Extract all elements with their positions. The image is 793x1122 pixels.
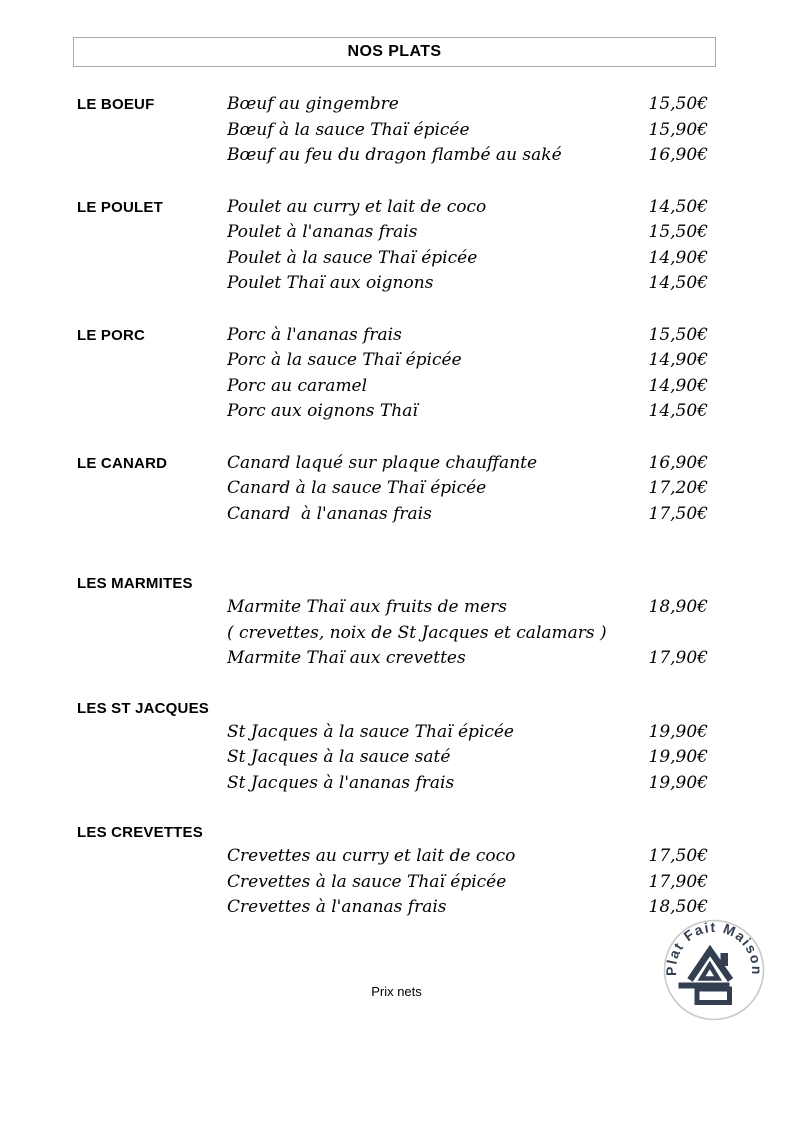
- menu-section: [77, 451, 708, 528]
- house-pan-icon: [663, 919, 765, 1021]
- dish-price: 17,20€: [648, 478, 708, 498]
- section-heading: LES CREVETTES: [77, 824, 203, 841]
- dish-name: Porc à la sauce Thaï épicée: [227, 350, 462, 370]
- menu-row: [77, 143, 708, 169]
- menu-row: [77, 745, 708, 771]
- section-heading: LES MARMITES: [77, 575, 193, 592]
- menu-row: [77, 895, 708, 921]
- menu-sections: [77, 66, 708, 921]
- plat-fait-maison-logo: [663, 919, 765, 1021]
- menu-section: [77, 195, 708, 297]
- section-heading: LE BOEUF: [77, 96, 155, 113]
- dish-name: St Jacques à la sauce saté: [227, 747, 451, 767]
- menu-row: [77, 323, 708, 349]
- dish-price: 17,90€: [648, 648, 708, 668]
- dish-price: 17,50€: [648, 846, 708, 866]
- dish-price: 18,50€: [648, 897, 708, 917]
- dish-name: ( crevettes, noix de St Jacques et calamars ): [227, 622, 607, 643]
- dish-price: 15,90€: [648, 119, 708, 140]
- dish-name: Poulet à la sauce Thaï épicée: [227, 247, 478, 268]
- menu-row: [77, 374, 708, 400]
- menu-row: [77, 870, 708, 896]
- dish-name: Bœuf au gingembre: [227, 94, 399, 114]
- dish-price: 19,90€: [648, 721, 708, 742]
- dish-name: Porc au caramel: [227, 375, 368, 396]
- menu-row: [77, 476, 708, 502]
- dish-price: 14,50€: [648, 401, 708, 421]
- dish-price: 14,50€: [648, 273, 708, 293]
- dish-price: 19,90€: [648, 772, 708, 793]
- menu-row: [77, 502, 708, 528]
- dish-price: 18,90€: [648, 597, 708, 617]
- dish-price: 16,90€: [648, 145, 708, 165]
- menu-section: [77, 822, 708, 921]
- dish-name: Canard laqué sur plaque chauffante: [227, 452, 538, 473]
- dish-name: Crevettes à la sauce Thaï épicée: [227, 871, 507, 892]
- dish-price: 17,50€: [648, 503, 708, 524]
- dish-name: Porc aux oignons Thaï: [227, 401, 418, 421]
- dish-name: Canard à l'ananas frais: [227, 503, 432, 524]
- menu-section: [77, 573, 708, 672]
- menu-row: [77, 220, 708, 246]
- section-heading: LE CANARD: [77, 454, 168, 472]
- menu-title-box: [73, 37, 716, 67]
- menu-row: [77, 771, 708, 797]
- menu-row: [77, 399, 708, 425]
- dish-name: Poulet Thaï aux oignons: [227, 273, 434, 293]
- dish-price: 17,90€: [648, 871, 708, 892]
- menu-row: [77, 92, 708, 118]
- menu-row: [77, 451, 708, 477]
- dish-price: 16,90€: [648, 452, 708, 473]
- menu-section: [77, 92, 708, 169]
- menu-row: [77, 271, 708, 297]
- menu-row: [77, 844, 708, 870]
- dish-name: Crevettes au curry et lait de coco: [227, 846, 516, 866]
- menu-row: [77, 595, 708, 621]
- dish-price: 19,90€: [648, 747, 708, 767]
- dish-price: 15,50€: [648, 222, 708, 242]
- footer-note: Prix nets: [371, 984, 422, 999]
- dish-price: 14,90€: [648, 350, 708, 370]
- menu-row: [77, 195, 708, 221]
- dish-name: Crevettes à l'ananas frais: [227, 897, 447, 917]
- page-title: NOS PLATS: [347, 43, 442, 60]
- dish-name: Marmite Thaï aux fruits de mers: [227, 597, 508, 617]
- section-heading: LE PORC: [77, 326, 146, 344]
- dish-price: 14,90€: [648, 375, 708, 396]
- menu-row: [77, 646, 708, 672]
- dish-name: Bœuf au feu du dragon flambé au saké: [227, 145, 562, 165]
- section-heading: LE POULET: [77, 198, 163, 216]
- dish-name: Marmite Thaï aux crevettes: [227, 648, 466, 668]
- dish-price: 15,50€: [648, 324, 708, 345]
- section-heading: LES ST JACQUES: [77, 699, 209, 717]
- dish-name: St Jacques à l'ananas frais: [227, 772, 455, 793]
- menu-row: [77, 348, 708, 374]
- dish-name: Poulet à l'ananas frais: [227, 222, 418, 242]
- dish-price: 15,50€: [648, 94, 708, 114]
- menu-section: [77, 323, 708, 425]
- menu-row: [77, 621, 708, 647]
- menu-row: [77, 118, 708, 144]
- dish-name: Canard à la sauce Thaï épicée: [227, 478, 487, 498]
- logo-curved-text: Plat Fait Maison: [663, 919, 765, 977]
- dish-name: St Jacques à la sauce Thaï épicée: [227, 721, 514, 742]
- dish-name: Poulet au curry et lait de coco: [227, 196, 487, 217]
- dish-price: 14,90€: [648, 247, 708, 268]
- menu-row: [77, 720, 708, 746]
- menu-row: [77, 246, 708, 272]
- dish-price: 14,50€: [648, 196, 708, 217]
- menu-section: [77, 698, 708, 797]
- dish-name: Bœuf à la sauce Thaï épicée: [227, 119, 470, 140]
- dish-name: Porc à l'ananas frais: [227, 324, 402, 345]
